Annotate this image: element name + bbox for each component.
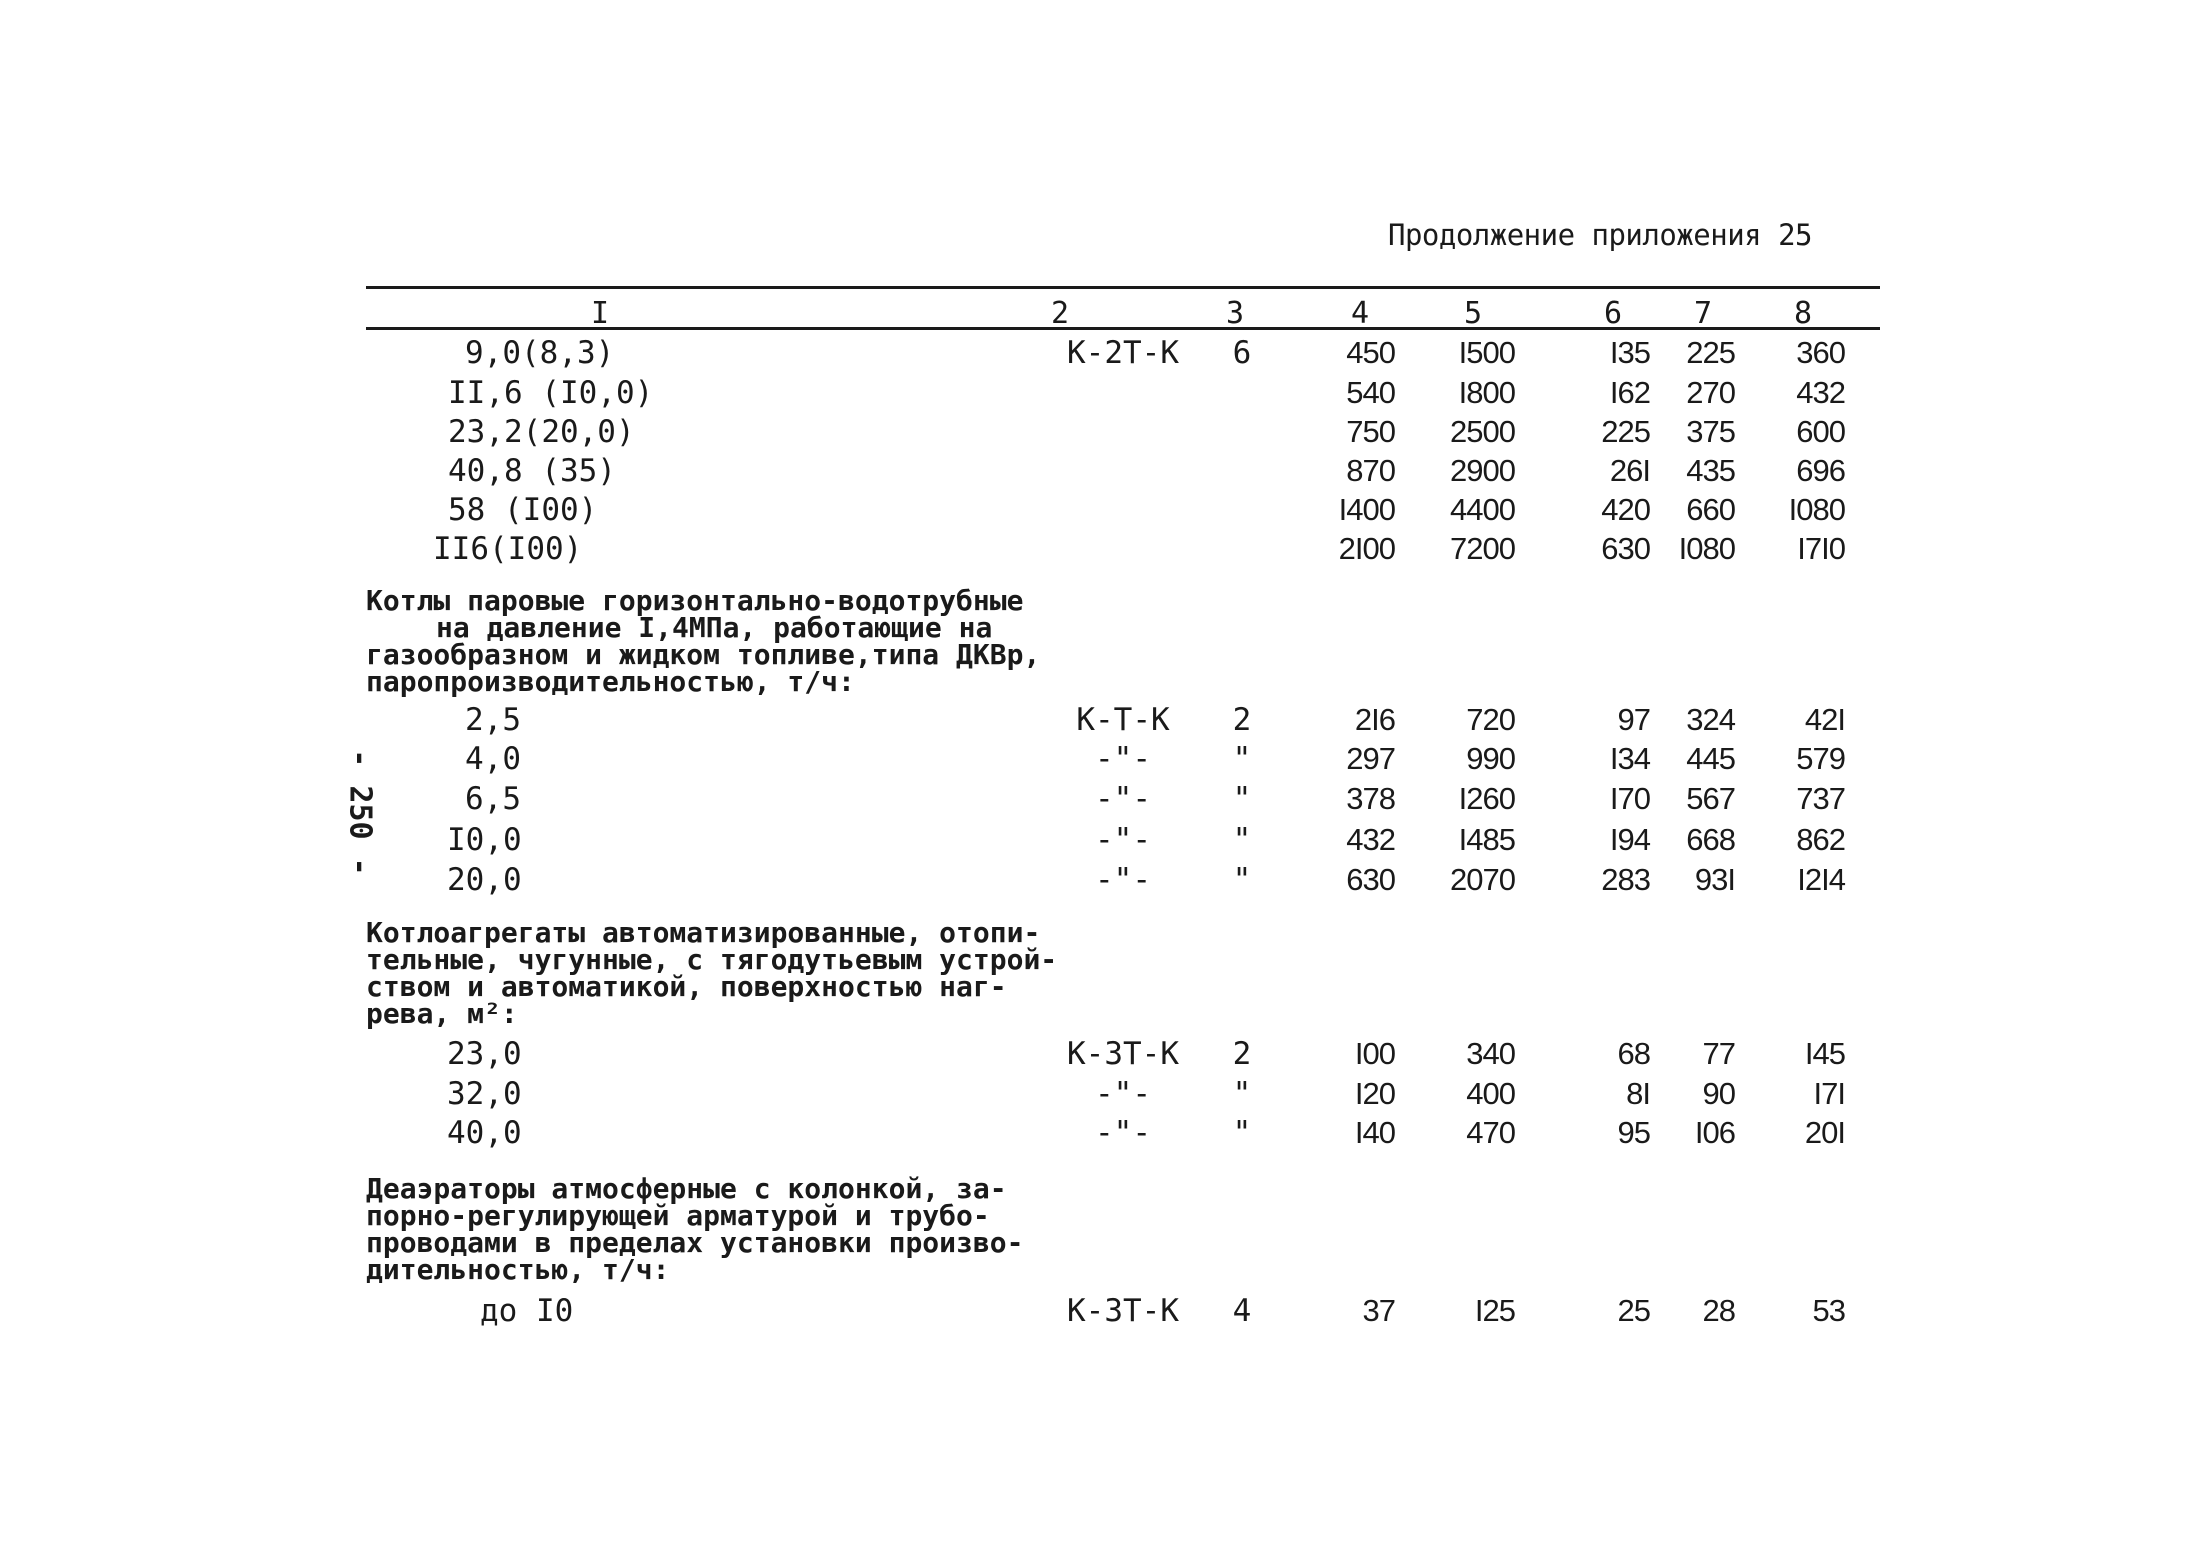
cell-col-5: 4400 bbox=[1450, 492, 1515, 527]
cell-col-7: I06 bbox=[1694, 1115, 1735, 1150]
cell-col-2: -"- bbox=[1095, 862, 1151, 898]
cell-col-2: К-Т-К bbox=[1076, 702, 1170, 738]
cell-col-8: 600 bbox=[1796, 414, 1845, 449]
cell-col-7: 270 bbox=[1686, 375, 1735, 410]
cell-col-6: 225 bbox=[1601, 414, 1650, 449]
column-header-6: 6 bbox=[1603, 296, 1623, 331]
cell-col-3: 4 bbox=[1232, 1293, 1252, 1329]
cell-col-5: 990 bbox=[1466, 741, 1515, 776]
continuation-title: Продолжение приложения 25 bbox=[1388, 218, 1812, 252]
cell-col-8: I7I bbox=[1813, 1076, 1845, 1111]
section-heading-line: ством и автоматикой, поверхностью наг- bbox=[366, 970, 1007, 1003]
section-heading-line: дительностью, т/ч: bbox=[366, 1253, 670, 1286]
cell-col-5: I260 bbox=[1458, 781, 1515, 816]
section-heading-line: рева, м²: bbox=[366, 997, 518, 1030]
cell-col-4: 2I6 bbox=[1354, 702, 1395, 737]
cell-col-8: 53 bbox=[1812, 1293, 1845, 1328]
section-heading-line: тельные, чугунные, с тягодутьевым устрой- bbox=[366, 943, 1058, 976]
cell-col-4: I20 bbox=[1354, 1076, 1395, 1111]
cell-col-5: 720 bbox=[1466, 702, 1515, 737]
cell-col-3: " bbox=[1232, 781, 1252, 817]
cell-col-8: 360 bbox=[1796, 335, 1845, 370]
table-top-rule bbox=[366, 286, 1880, 289]
cell-col-4: 630 bbox=[1346, 862, 1395, 897]
cell-col-6: 95 bbox=[1617, 1115, 1650, 1150]
cell-col-4: I00 bbox=[1354, 1036, 1395, 1071]
cell-col-5: I500 bbox=[1458, 335, 1515, 370]
cell-col-3: " bbox=[1232, 741, 1252, 777]
section-heading-line: Котлы паровые горизонтально-водотрубные bbox=[366, 584, 1024, 617]
cell-col-8: 20I bbox=[1804, 1115, 1845, 1150]
cell-col-5: 7200 bbox=[1450, 531, 1515, 566]
cell-col-4: 2I00 bbox=[1338, 531, 1395, 566]
row-name: II,6 (I0,0) bbox=[448, 375, 654, 411]
column-header-7: 7 bbox=[1693, 296, 1713, 331]
row-name: 40,0 bbox=[447, 1115, 522, 1151]
cell-col-5: 340 bbox=[1466, 1036, 1515, 1071]
cell-col-4: 378 bbox=[1346, 781, 1395, 816]
cell-col-8: 432 bbox=[1796, 375, 1845, 410]
page-number: - 250 - bbox=[342, 749, 378, 876]
cell-col-5: 470 bbox=[1466, 1115, 1515, 1150]
cell-col-8: 862 bbox=[1796, 822, 1845, 857]
row-name: 20,0 bbox=[447, 862, 522, 898]
cell-col-6: I94 bbox=[1609, 822, 1650, 857]
cell-col-6: I62 bbox=[1609, 375, 1650, 410]
column-header-5: 5 bbox=[1463, 296, 1483, 331]
cell-col-7: 93I bbox=[1694, 862, 1735, 897]
cell-col-6: 8I bbox=[1626, 1076, 1650, 1111]
section-heading-line: порно-регулирующей арматурой и трубо- bbox=[366, 1199, 990, 1232]
cell-col-3: " bbox=[1232, 862, 1252, 898]
cell-col-3: 2 bbox=[1232, 702, 1252, 738]
row-name: 23,2(20,0) bbox=[448, 414, 635, 450]
cell-col-6: I34 bbox=[1609, 741, 1650, 776]
cell-col-7: 225 bbox=[1686, 335, 1735, 370]
cell-col-3: 2 bbox=[1232, 1036, 1252, 1072]
section-heading-line: проводами в пределах установки произво- bbox=[366, 1226, 1024, 1259]
cell-col-5: 2070 bbox=[1450, 862, 1515, 897]
cell-col-5: 400 bbox=[1466, 1076, 1515, 1111]
cell-col-6: 26I bbox=[1609, 453, 1650, 488]
cell-col-2: К-2Т-К bbox=[1067, 335, 1179, 371]
row-name: II6(I00) bbox=[433, 531, 583, 567]
cell-col-7: 28 bbox=[1702, 1293, 1735, 1328]
cell-col-7: 324 bbox=[1686, 702, 1735, 737]
cell-col-2: -"- bbox=[1095, 781, 1151, 817]
cell-col-7: 445 bbox=[1686, 741, 1735, 776]
cell-col-4: I40 bbox=[1354, 1115, 1395, 1150]
cell-col-2: -"- bbox=[1095, 822, 1151, 858]
cell-col-6: 68 bbox=[1617, 1036, 1650, 1071]
cell-col-6: I70 bbox=[1609, 781, 1650, 816]
column-header-8: 8 bbox=[1793, 296, 1813, 331]
cell-col-8: I45 bbox=[1804, 1036, 1845, 1071]
cell-col-6: 630 bbox=[1601, 531, 1650, 566]
cell-col-4: 432 bbox=[1346, 822, 1395, 857]
section-heading-line: паропроизводительностью, т/ч: bbox=[366, 665, 855, 698]
cell-col-4: 37 bbox=[1362, 1293, 1395, 1328]
row-name: 23,0 bbox=[447, 1036, 522, 1072]
cell-col-8: 579 bbox=[1796, 741, 1845, 776]
row-name: 2,5 bbox=[465, 702, 521, 738]
cell-col-6: 283 bbox=[1601, 862, 1650, 897]
cell-col-8: I7I0 bbox=[1797, 531, 1845, 566]
row-name: до I0 bbox=[480, 1293, 574, 1329]
column-header-4: 4 bbox=[1350, 296, 1370, 331]
cell-col-7: 660 bbox=[1686, 492, 1735, 527]
cell-col-7: 77 bbox=[1702, 1036, 1735, 1071]
cell-col-6: I35 bbox=[1609, 335, 1650, 370]
cell-col-7: 668 bbox=[1686, 822, 1735, 857]
cell-col-3: " bbox=[1232, 822, 1252, 858]
column-header-1: I bbox=[590, 296, 610, 331]
cell-col-7: 567 bbox=[1686, 781, 1735, 816]
cell-col-7: 90 bbox=[1702, 1076, 1735, 1111]
cell-col-8: 42I bbox=[1804, 702, 1845, 737]
cell-col-3: " bbox=[1232, 1076, 1252, 1112]
row-name: 32,0 bbox=[447, 1076, 522, 1112]
cell-col-5: I485 bbox=[1458, 822, 1515, 857]
row-name: 6,5 bbox=[465, 781, 521, 817]
cell-col-4: 750 bbox=[1346, 414, 1395, 449]
cell-col-2: -"- bbox=[1095, 1076, 1151, 1112]
cell-col-8: 737 bbox=[1796, 781, 1845, 816]
column-header-2: 2 bbox=[1050, 296, 1070, 331]
cell-col-8: I2I4 bbox=[1797, 862, 1845, 897]
cell-col-8: I080 bbox=[1788, 492, 1845, 527]
cell-col-5: I25 bbox=[1474, 1293, 1515, 1328]
row-name: 40,8 (35) bbox=[448, 453, 616, 489]
cell-col-5: 2900 bbox=[1450, 453, 1515, 488]
section-heading-line: на давление I,4МПа, работающие на bbox=[436, 611, 993, 644]
cell-col-4: 540 bbox=[1346, 375, 1395, 410]
cell-col-7: I080 bbox=[1678, 531, 1735, 566]
row-name: 4,0 bbox=[465, 741, 521, 777]
cell-col-6: 97 bbox=[1617, 702, 1650, 737]
cell-col-7: 375 bbox=[1686, 414, 1735, 449]
cell-col-2: -"- bbox=[1095, 1115, 1151, 1151]
column-header-3: 3 bbox=[1225, 296, 1245, 331]
cell-col-2: К-3Т-К bbox=[1067, 1293, 1179, 1329]
cell-col-2: К-3Т-К bbox=[1067, 1036, 1179, 1072]
cell-col-7: 435 bbox=[1686, 453, 1735, 488]
cell-col-8: 696 bbox=[1796, 453, 1845, 488]
cell-col-3: " bbox=[1232, 1115, 1252, 1151]
cell-col-4: 297 bbox=[1346, 741, 1395, 776]
section-heading-line: газообразном и жидком топливе,типа ДКВр, bbox=[366, 638, 1041, 671]
cell-col-6: 25 bbox=[1617, 1293, 1650, 1328]
section-heading-line: Деаэраторы атмосферные с колонкой, за- bbox=[366, 1172, 1007, 1205]
cell-col-4: 870 bbox=[1346, 453, 1395, 488]
cell-col-3: 6 bbox=[1232, 335, 1252, 371]
cell-col-2: -"- bbox=[1095, 741, 1151, 777]
row-name: 58 (I00) bbox=[448, 492, 598, 528]
cell-col-5: I800 bbox=[1458, 375, 1515, 410]
cell-col-5: 2500 bbox=[1450, 414, 1515, 449]
cell-col-4: I400 bbox=[1338, 492, 1395, 527]
row-name: I0,0 bbox=[447, 822, 522, 858]
cell-col-6: 420 bbox=[1601, 492, 1650, 527]
row-name: 9,0(8,3) bbox=[465, 335, 615, 371]
section-heading-line: Котлоагрегаты автоматизированные, отопи- bbox=[366, 916, 1041, 949]
cell-col-4: 450 bbox=[1346, 335, 1395, 370]
